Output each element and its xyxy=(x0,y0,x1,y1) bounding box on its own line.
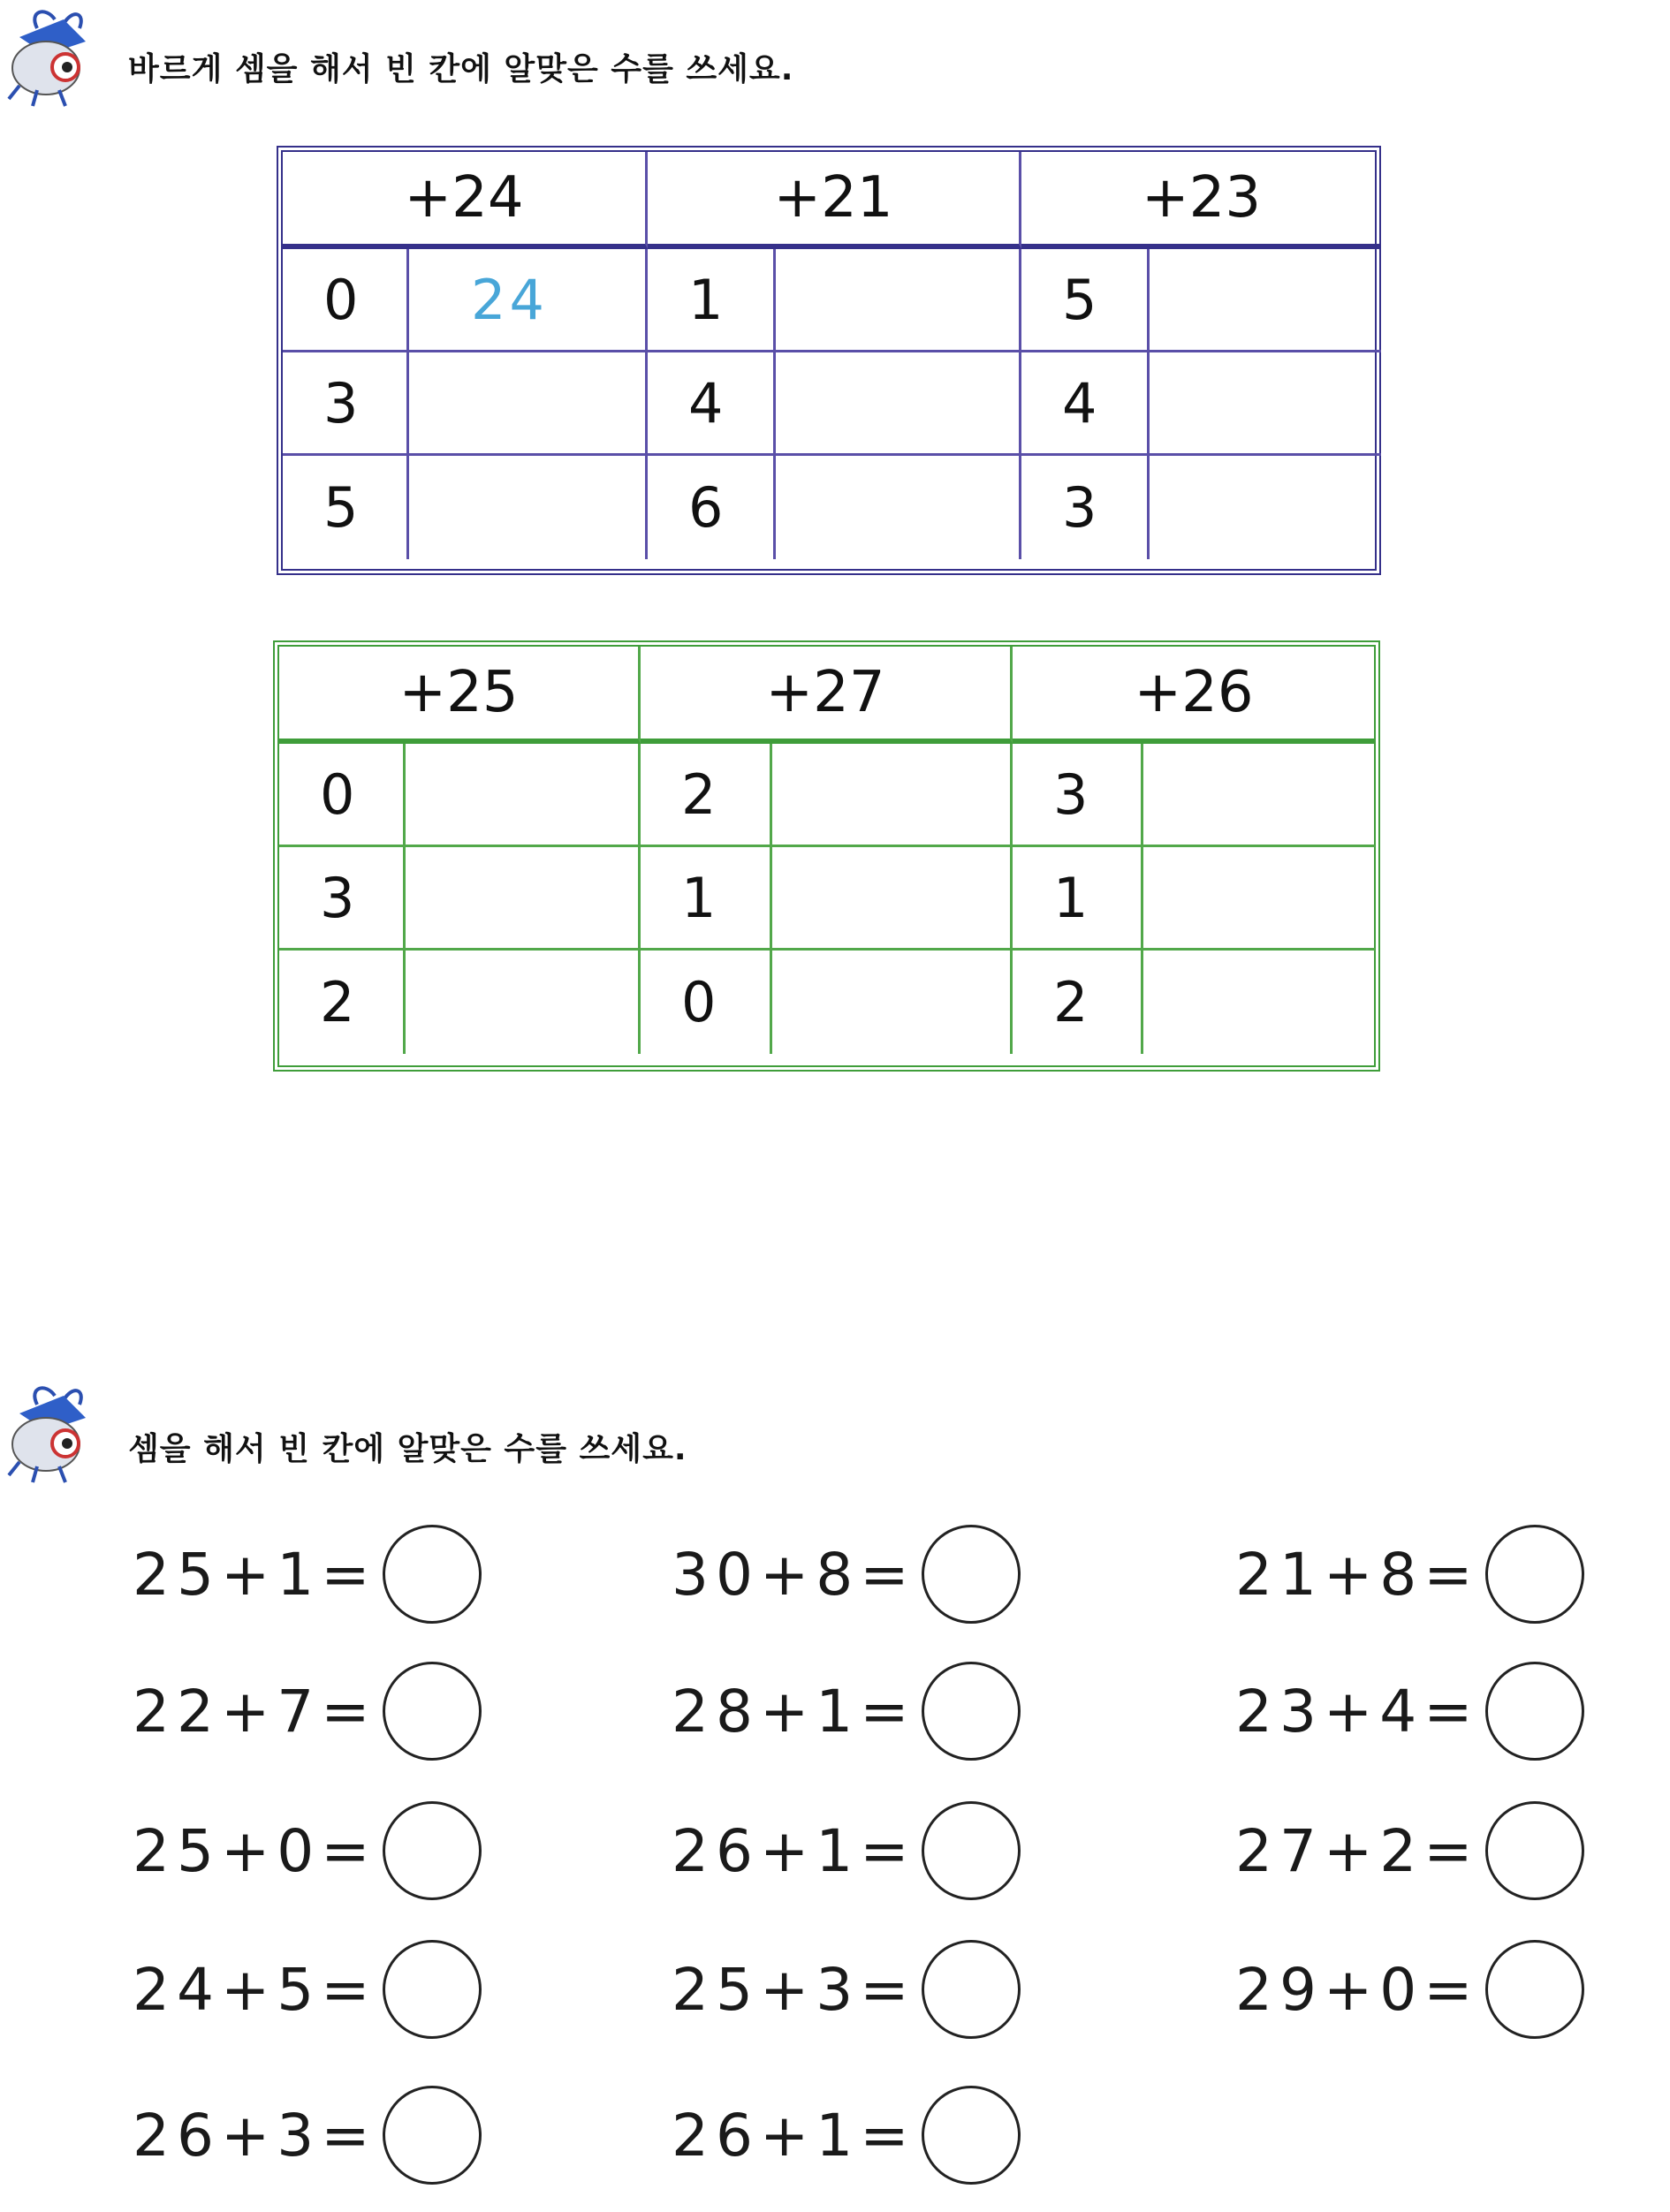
answer-cell[interactable] xyxy=(1143,951,1375,1054)
addition-table-blue xyxy=(277,146,1381,575)
problem-expression: 22+7= xyxy=(133,1677,377,1746)
addition-problem xyxy=(672,2080,1021,2190)
answer-cell[interactable] xyxy=(772,847,1013,951)
answer-cell[interactable] xyxy=(1143,744,1375,847)
answer-cell[interactable] xyxy=(772,744,1013,847)
problem-expression: 25+0= xyxy=(133,1816,377,1885)
problem-expression: 21+8= xyxy=(1235,1540,1480,1609)
circle-blank-icon[interactable] xyxy=(1485,1940,1584,2039)
answer-cell[interactable] xyxy=(406,744,641,847)
instruction-text: 셈을 해서 빈 칸에 알맞은 수를 쓰세요. xyxy=(128,1431,687,1467)
circle-blank-icon[interactable] xyxy=(1485,1801,1584,1900)
answer-cell[interactable] xyxy=(776,352,1021,456)
table-header: +24 xyxy=(283,152,648,249)
problem-expression: 29+0= xyxy=(1235,1955,1480,2024)
instruction-text: 바르게 셈을 해서 빈 칸에 알맞은 수를 쓰세요. xyxy=(128,51,794,87)
answer-cell[interactable] xyxy=(1150,352,1381,456)
addition-problem xyxy=(672,1796,1021,1905)
table-number: 1 xyxy=(641,847,772,951)
table-number: 3 xyxy=(1013,744,1143,847)
table-number: 0 xyxy=(279,744,406,847)
addition-problem xyxy=(133,1519,482,1629)
circle-blank-icon[interactable] xyxy=(922,1940,1021,2039)
answer-cell[interactable] xyxy=(409,456,648,559)
addition-problem xyxy=(133,1656,482,1766)
answer-cell[interactable] xyxy=(406,847,641,951)
problem-expression: 28+1= xyxy=(672,1677,916,1746)
table-number: 3 xyxy=(1021,456,1150,559)
ant-mascot-icon xyxy=(2,2,99,108)
answer-text: 24 xyxy=(471,267,548,332)
circle-blank-icon[interactable] xyxy=(922,2086,1021,2185)
answer-cell[interactable] xyxy=(406,951,641,1054)
problem-expression: 27+2= xyxy=(1235,1816,1480,1885)
circle-blank-icon[interactable] xyxy=(383,1801,482,1900)
circle-blank-icon[interactable] xyxy=(383,2086,482,2185)
addition-problem xyxy=(133,1935,482,2044)
table-number: 3 xyxy=(283,352,409,456)
table-header: +27 xyxy=(641,647,1013,744)
circle-blank-icon[interactable] xyxy=(922,1801,1021,1900)
table-number: 2 xyxy=(641,744,772,847)
circle-blank-icon[interactable] xyxy=(1485,1662,1584,1761)
table-number: 0 xyxy=(283,249,409,352)
answer-cell[interactable] xyxy=(1143,847,1375,951)
circle-blank-icon[interactable] xyxy=(922,1662,1021,1761)
table-number: 0 xyxy=(641,951,772,1054)
table-header: +23 xyxy=(1021,152,1381,249)
circle-blank-icon[interactable] xyxy=(383,1525,482,1624)
addition-problem xyxy=(133,1796,482,1905)
circle-blank-icon[interactable] xyxy=(922,1525,1021,1624)
table-header: +21 xyxy=(648,152,1021,249)
problem-expression: 26+1= xyxy=(672,2101,916,2170)
problem-expression: 25+1= xyxy=(133,1540,377,1609)
addition-problem xyxy=(1235,1519,1584,1629)
table-number: 4 xyxy=(1021,352,1150,456)
table-header: +25 xyxy=(279,647,641,744)
addition-problem xyxy=(672,1935,1021,2044)
table-number: 2 xyxy=(1013,951,1143,1054)
addition-problem xyxy=(133,2080,482,2190)
answer-cell[interactable] xyxy=(1150,249,1381,352)
problem-expression: 30+8= xyxy=(672,1540,916,1609)
problem-expression: 26+3= xyxy=(133,2101,377,2170)
circle-blank-icon[interactable] xyxy=(1485,1525,1584,1624)
answer-cell[interactable] xyxy=(409,249,648,352)
problem-expression: 26+1= xyxy=(672,1816,916,1885)
table-number: 4 xyxy=(648,352,776,456)
table-number: 5 xyxy=(283,456,409,559)
circle-blank-icon[interactable] xyxy=(383,1662,482,1761)
table-number: 2 xyxy=(279,951,406,1054)
table-number: 5 xyxy=(1021,249,1150,352)
table-number: 6 xyxy=(648,456,776,559)
problem-expression: 23+4= xyxy=(1235,1677,1480,1746)
addition-problem xyxy=(1235,1935,1584,2044)
addition-problem xyxy=(672,1519,1021,1629)
problem-expression: 25+3= xyxy=(672,1955,916,2024)
answer-cell[interactable] xyxy=(776,249,1021,352)
circle-blank-icon[interactable] xyxy=(383,1940,482,2039)
answer-cell[interactable] xyxy=(409,352,648,456)
answer-cell[interactable] xyxy=(776,456,1021,559)
answer-cell[interactable] xyxy=(1150,456,1381,559)
ant-mascot-icon xyxy=(2,1378,99,1484)
table-number: 1 xyxy=(648,249,776,352)
problem-expression: 24+5= xyxy=(133,1955,377,2024)
table-header: +26 xyxy=(1013,647,1375,744)
table-number: 3 xyxy=(279,847,406,951)
addition-problem xyxy=(1235,1796,1584,1905)
table-number: 1 xyxy=(1013,847,1143,951)
addition-problem xyxy=(672,1656,1021,1766)
addition-table-green xyxy=(273,640,1380,1072)
answer-cell[interactable] xyxy=(772,951,1013,1054)
addition-problem xyxy=(1235,1656,1584,1766)
